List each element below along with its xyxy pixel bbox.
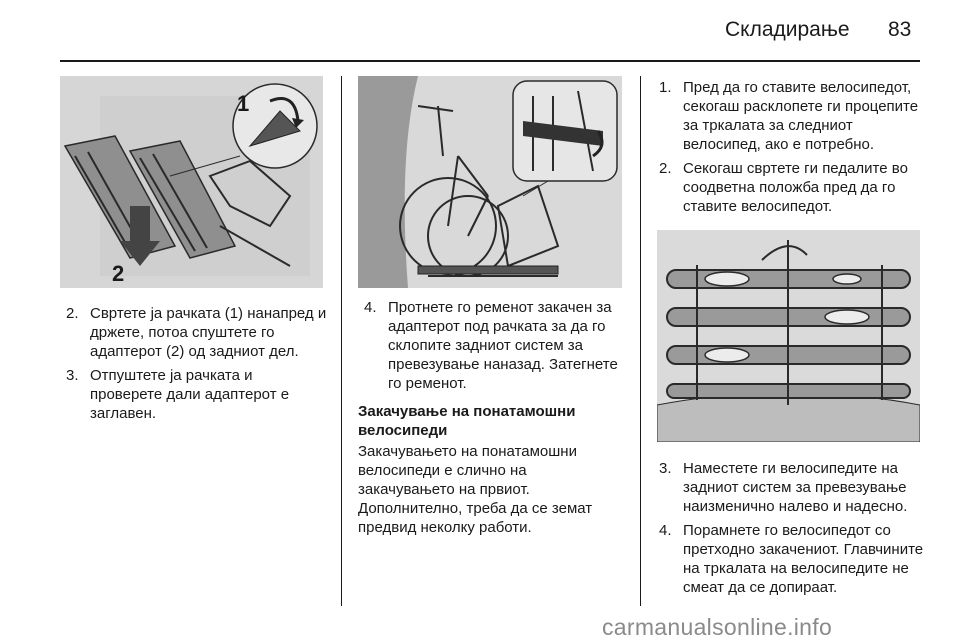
step-item bbox=[66, 304, 328, 361]
header-divider bbox=[60, 60, 920, 62]
figure-adapter-lever bbox=[60, 76, 323, 288]
callout-1-label: 1 bbox=[237, 91, 250, 116]
column-divider-right bbox=[640, 76, 641, 606]
step-item bbox=[659, 521, 927, 597]
step-text: Отпуштете ја рачката и проверете дали адаптерот е заглавен. bbox=[90, 367, 290, 422]
page-title: Складирање bbox=[725, 18, 850, 41]
step-item bbox=[66, 366, 328, 423]
step-number: 3. bbox=[659, 460, 672, 477]
watermark: carmanualsonline.info bbox=[602, 614, 833, 640]
step-number: 4. bbox=[364, 299, 377, 316]
step-text: Пред да го ставите велосипедот, секогаш расклопете ги процепите за тркалата за следниот велосипед, ако е потребно. bbox=[683, 79, 919, 153]
step-number: 1. bbox=[659, 79, 672, 96]
step-number: 4. bbox=[659, 522, 672, 539]
section-subheading: Закачување на понатамошни велосипеди bbox=[358, 403, 576, 439]
column-divider-left bbox=[341, 76, 342, 606]
step-text: Наместете ги велосипедите на задниот систем за превезување наизменично налево и надесно. bbox=[683, 460, 908, 515]
page-number: 83 bbox=[888, 18, 912, 41]
step-text: Порамнете го велосипедот со претходно закачениот. Главчините на тркалата на велосипедите не смеат да се допираат. bbox=[683, 522, 924, 596]
step-text: Секогаш свртете ги педалите во соодветна положба пред да го ставите велосипедот. bbox=[683, 160, 908, 215]
step-item bbox=[659, 459, 927, 516]
step-text: Протнете го ременот закачен за адаптерот под рачката за да го склопите задниот систем за превезување наназад. Затегнете го ременот. bbox=[388, 299, 618, 392]
right-steps-top bbox=[659, 78, 927, 221]
step-number: 3. bbox=[66, 367, 79, 384]
callout-2-label: 2 bbox=[112, 261, 125, 286]
right-steps-bottom bbox=[659, 459, 927, 602]
section-paragraph: Закачувањето на понатамошни велосипеди е слично на закачувањето на првиот. Дополнително, треба да се земат предвид неколку работи. bbox=[358, 443, 593, 536]
step-number: 2. bbox=[659, 160, 672, 177]
step-text: Свртете ја рачката (1) нанапред и држете, потоа спуштете го адаптерот (2) од задниот дел. bbox=[90, 305, 327, 360]
figure-bicycles-top-view bbox=[657, 230, 920, 442]
step-item bbox=[659, 78, 927, 154]
step-item bbox=[659, 159, 927, 216]
step-number: 2. bbox=[66, 305, 79, 322]
figure-bicycle-strap bbox=[358, 76, 622, 288]
left-steps bbox=[66, 304, 328, 428]
middle-steps bbox=[364, 298, 626, 398]
step-item bbox=[364, 298, 626, 393]
